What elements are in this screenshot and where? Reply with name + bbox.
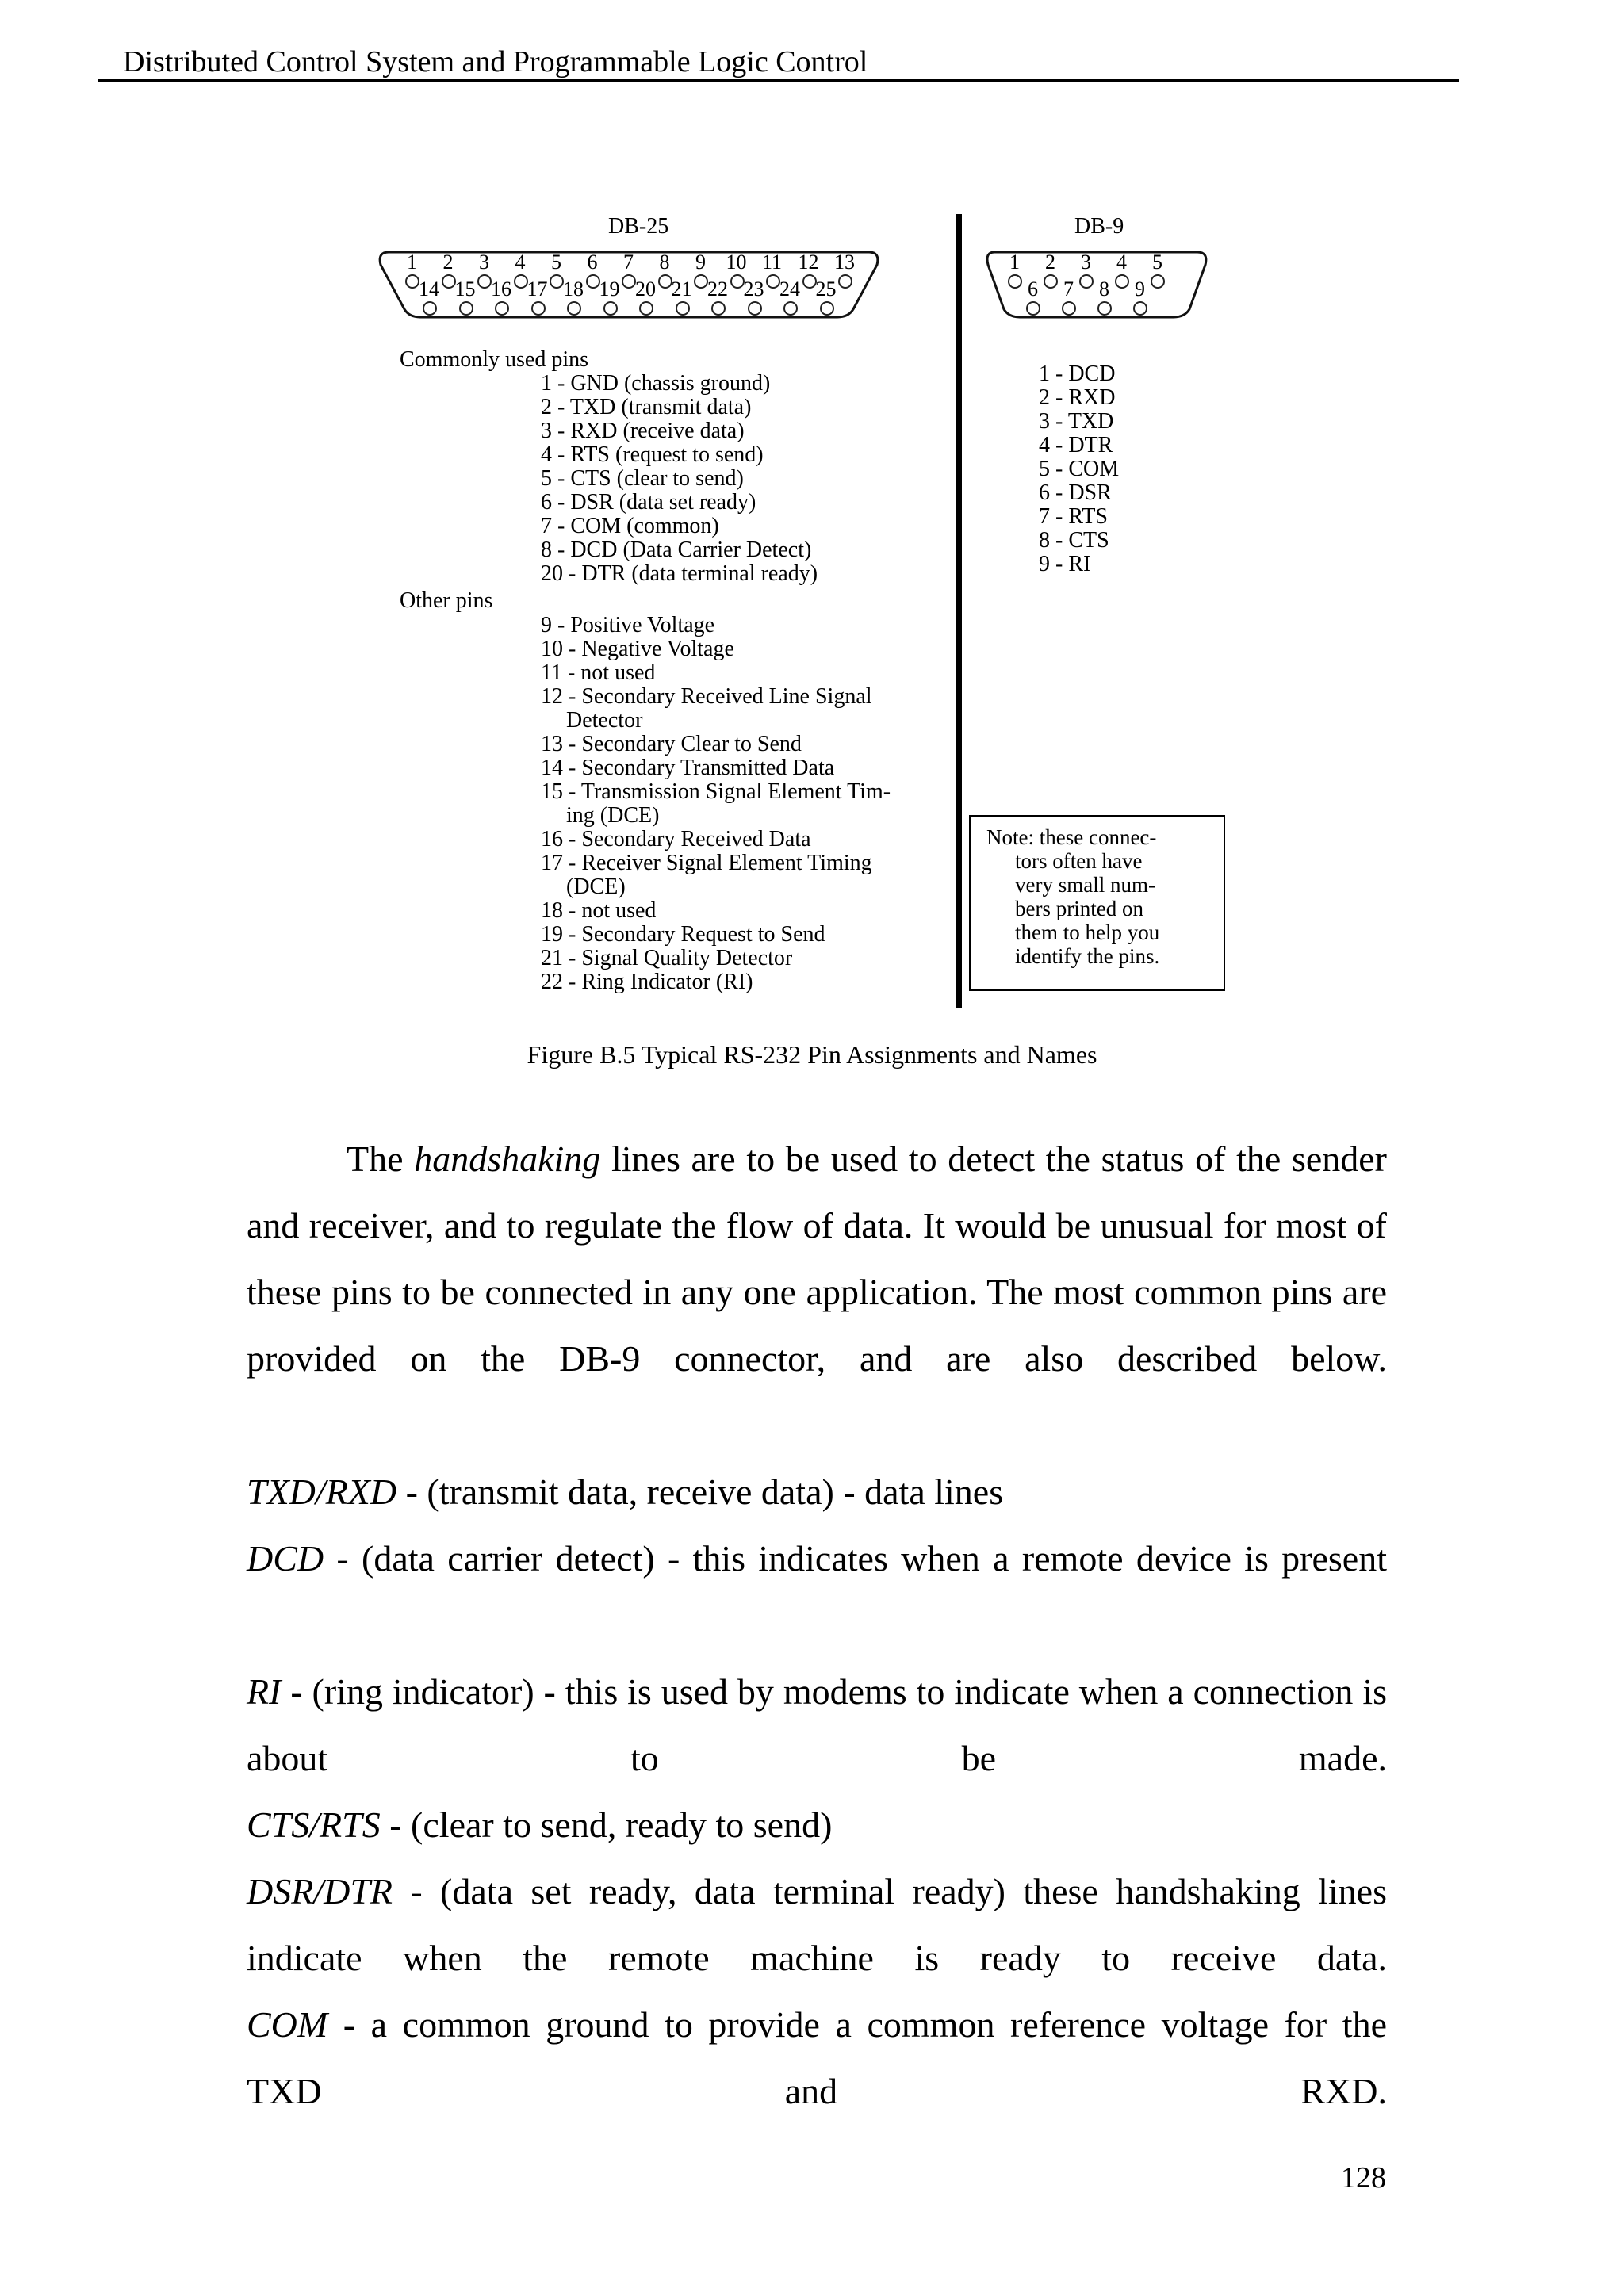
db25-top-pin-number: 2 (442, 251, 454, 274)
definition-term: CTS/RTS (247, 1804, 381, 1845)
db25-title: DB-25 (608, 214, 669, 239)
db25-bottom-pin-number: 15 (454, 277, 476, 300)
other-pin-17-cont: (DCE) (566, 874, 626, 899)
db9-pin-8: 8 - CTS (1039, 528, 1109, 553)
definition-text: - a common ground to provide a common reference voltage for the TXD and RXD. (247, 2004, 1387, 2111)
db25-bottom-pin-number: 20 (635, 277, 656, 300)
db25-top-pin-hole (405, 274, 419, 289)
note-line-3: very small num- (1015, 873, 1155, 897)
db9-top-pin-number: 2 (1045, 251, 1055, 274)
db25-bottom-pin-number: 14 (419, 277, 439, 300)
db25-top-pin-hole (586, 274, 600, 289)
other-pin-18: 18 - not used (541, 898, 657, 923)
db9-title: DB-9 (1074, 214, 1124, 239)
common-pin-1: 1 - GND (chassis ground) (541, 371, 771, 396)
db9-top-pin-hole (1151, 274, 1165, 289)
definition-term: DCD (247, 1538, 324, 1578)
other-pin-9: 9 - Positive Voltage (541, 613, 715, 637)
db9-bottom-pin-hole (1026, 301, 1040, 316)
db9-bottom-pin-number: 8 (1099, 277, 1109, 300)
definition-term: COM (247, 2004, 328, 2045)
db9-bottom-pin-hole (1133, 301, 1147, 316)
db25-top-pin-hole (622, 274, 636, 289)
intro-text-start: The (347, 1138, 415, 1179)
db25-top-pin-number: 11 (762, 251, 783, 274)
intro-text-end: lines are to be used to detect the status of the sender and receiver, and to regulate the flow of data. It would be unusual for most of these pins to be connected in any one application. The most common pins are provided on the DB-9 connector, and are also described below. (247, 1138, 1388, 1379)
definition-cts-rts (247, 1792, 1387, 1858)
definition-txd-rxd (247, 1459, 1387, 1525)
db25-top-pin-number: 9 (695, 251, 706, 274)
db25-top-pin-hole (477, 274, 492, 289)
definition-dcd (247, 1525, 1387, 1592)
db9-top-pin-number: 3 (1081, 251, 1091, 274)
db25-bottom-pin-hole (783, 301, 798, 316)
definition-com (247, 1992, 1387, 2125)
rs232-pinout-figure (373, 205, 1269, 1015)
other-pins-heading: Other pins (400, 588, 493, 613)
db9-top-pin-number: 4 (1116, 251, 1127, 274)
other-pin-15-cont: ing (DCE) (566, 803, 660, 828)
common-pin-6: 6 - DSR (data set ready) (541, 490, 756, 515)
db25-top-pin-number: 3 (479, 251, 489, 274)
definition-text: - (clear to send, ready to send) (380, 1804, 833, 1845)
definition-text: - (data set ready, data terminal ready) these handshaking lines indicate when the remote machine is ready to receive data. (247, 1871, 1387, 1978)
db25-top-pin-number: 5 (551, 251, 561, 274)
db9-top-pin-hole (1008, 274, 1022, 289)
common-pin-20: 20 - DTR (data terminal ready) (541, 561, 818, 586)
db9-bottom-pin-number: 7 (1063, 277, 1074, 300)
db9-top-pin-hole (1079, 274, 1094, 289)
db25-top-pin-hole (694, 274, 708, 289)
other-pin-21: 21 - Signal Quality Detector (541, 946, 793, 970)
db25-bottom-pin-hole (423, 301, 437, 316)
other-pin-19: 19 - Secondary Request to Send (541, 922, 825, 947)
other-pin-15: 15 - Transmission Signal Element Tim- (541, 779, 891, 804)
db25-bottom-pin-number: 21 (671, 277, 692, 300)
db25-bottom-pin-number: 23 (743, 277, 764, 300)
db25-top-pin-hole (802, 274, 817, 289)
other-pin-13: 13 - Secondary Clear to Send (541, 732, 802, 756)
db9-pin-6: 6 - DSR (1039, 480, 1112, 505)
other-pin-10: 10 - Negative Voltage (541, 637, 734, 661)
header-rule (98, 79, 1459, 82)
db25-bottom-pin-number: 16 (491, 277, 511, 300)
db25-top-pin-hole (442, 274, 456, 289)
db25-bottom-pin-hole (711, 301, 726, 316)
commonly-used-heading: Commonly used pins (400, 347, 589, 372)
db9-pin-1: 1 - DCD (1039, 362, 1116, 386)
db25-bottom-pin-hole (459, 301, 473, 316)
db9-bottom-pin-hole (1062, 301, 1076, 316)
definition-dsr-dtr (247, 1858, 1387, 1992)
db9-pin-3: 3 - TXD (1039, 409, 1114, 434)
db25-top-pin-number: 12 (798, 251, 819, 274)
other-pin-12-cont: Detector (566, 708, 643, 733)
definition-term: RI (247, 1671, 282, 1712)
db25-top-pin-number: 6 (587, 251, 598, 274)
note-line-6: identify the pins. (1015, 944, 1160, 968)
db25-top-pin-hole (730, 274, 745, 289)
db25-top-pin-hole (550, 274, 564, 289)
definition-text: - (ring indicator) - this is used by modems to indicate when a connection is about to be made. (247, 1671, 1387, 1778)
db9-bottom-pin-hole (1097, 301, 1112, 316)
note-line-1: Note: these connec- (986, 825, 1157, 849)
db9-pin-7: 7 - RTS (1039, 504, 1108, 529)
db25-top-pin-number: 10 (726, 251, 747, 274)
other-pin-12: 12 - Secondary Received Line Signal (541, 684, 872, 709)
db25-bottom-pin-hole (820, 301, 834, 316)
db25-top-pin-hole (766, 274, 780, 289)
db25-bottom-pin-hole (603, 301, 618, 316)
intro-term: handshaking (414, 1138, 601, 1179)
other-pin-16: 16 - Secondary Received Data (541, 827, 811, 851)
db25-bottom-pin-hole (531, 301, 546, 316)
db25-bottom-pin-number: 17 (527, 277, 548, 300)
db9-pin-4: 4 - DTR (1039, 433, 1113, 457)
db25-top-pin-number: 1 (407, 251, 417, 274)
db9-pin-5: 5 - COM (1039, 457, 1120, 481)
other-pin-11: 11 - not used (541, 660, 656, 685)
db25-top-pin-number: 13 (834, 251, 855, 274)
definition-text: - (transmit data, receive data) - data lines (396, 1471, 1004, 1512)
other-pin-14: 14 - Secondary Transmitted Data (541, 756, 835, 780)
definition-text: - (data carrier detect) - this indicates when a remote device is present (324, 1538, 1387, 1578)
common-pin-8: 8 - DCD (Data Carrier Detect) (541, 538, 812, 562)
definition-term: DSR/DTR (247, 1871, 393, 1911)
db25-bottom-pin-hole (748, 301, 762, 316)
note-line-5: them to help you (1015, 920, 1160, 944)
common-pin-7: 7 - COM (common) (541, 514, 719, 538)
figure-caption: Figure B.5 Typical RS-232 Pin Assignments and Names (527, 1040, 1097, 1069)
db25-top-pin-number: 8 (659, 251, 670, 274)
db25-bottom-pin-hole (639, 301, 653, 316)
db9-pin-2: 2 - RXD (1039, 385, 1116, 410)
intro-paragraph (247, 1126, 1387, 1392)
db25-bottom-pin-number: 24 (779, 277, 800, 300)
db25-top-pin-number: 7 (623, 251, 634, 274)
other-pin-22: 22 - Ring Indicator (RI) (541, 970, 753, 994)
db9-top-pin-number: 1 (1009, 251, 1020, 274)
common-pin-4: 4 - RTS (request to send) (541, 442, 764, 467)
other-pin-17: 17 - Receiver Signal Element Timing (541, 851, 872, 875)
db25-bottom-pin-number: 22 (707, 277, 728, 300)
db25-bottom-pin-hole (567, 301, 581, 316)
db25-top-pin-number: 4 (515, 251, 526, 274)
definition-ri (247, 1659, 1387, 1792)
page-number: 128 (1341, 2161, 1386, 2195)
db25-top-pin-hole (514, 274, 528, 289)
common-pin-3: 3 - RXD (receive data) (541, 419, 745, 443)
definition-term: TXD/RXD (247, 1471, 397, 1512)
db25-top-pin-hole (838, 274, 852, 289)
db25-bottom-pin-number: 19 (599, 277, 620, 300)
running-header: Distributed Control System and Programmable Logic Control (123, 45, 868, 78)
note-box (969, 815, 1225, 991)
db9-bottom-pin-number: 9 (1135, 277, 1145, 300)
db9-top-pin-hole (1044, 274, 1058, 289)
db25-bottom-pin-number: 18 (563, 277, 584, 300)
db25-bottom-pin-hole (495, 301, 509, 316)
note-line-2: tors often have (1015, 849, 1143, 873)
db9-pin-9: 9 - RI (1039, 552, 1091, 576)
figure-divider (956, 214, 962, 1008)
common-pin-5: 5 - CTS (clear to send) (541, 466, 744, 491)
db9-top-pin-number: 5 (1152, 251, 1162, 274)
db9-bottom-pin-number: 6 (1028, 277, 1038, 300)
db25-bottom-pin-number: 25 (815, 277, 837, 300)
db25-top-pin-hole (658, 274, 672, 289)
db25-bottom-pin-hole (676, 301, 690, 316)
db9-top-pin-hole (1115, 274, 1129, 289)
note-line-4: bers printed on (1015, 897, 1143, 920)
common-pin-2: 2 - TXD (transmit data) (541, 395, 752, 419)
